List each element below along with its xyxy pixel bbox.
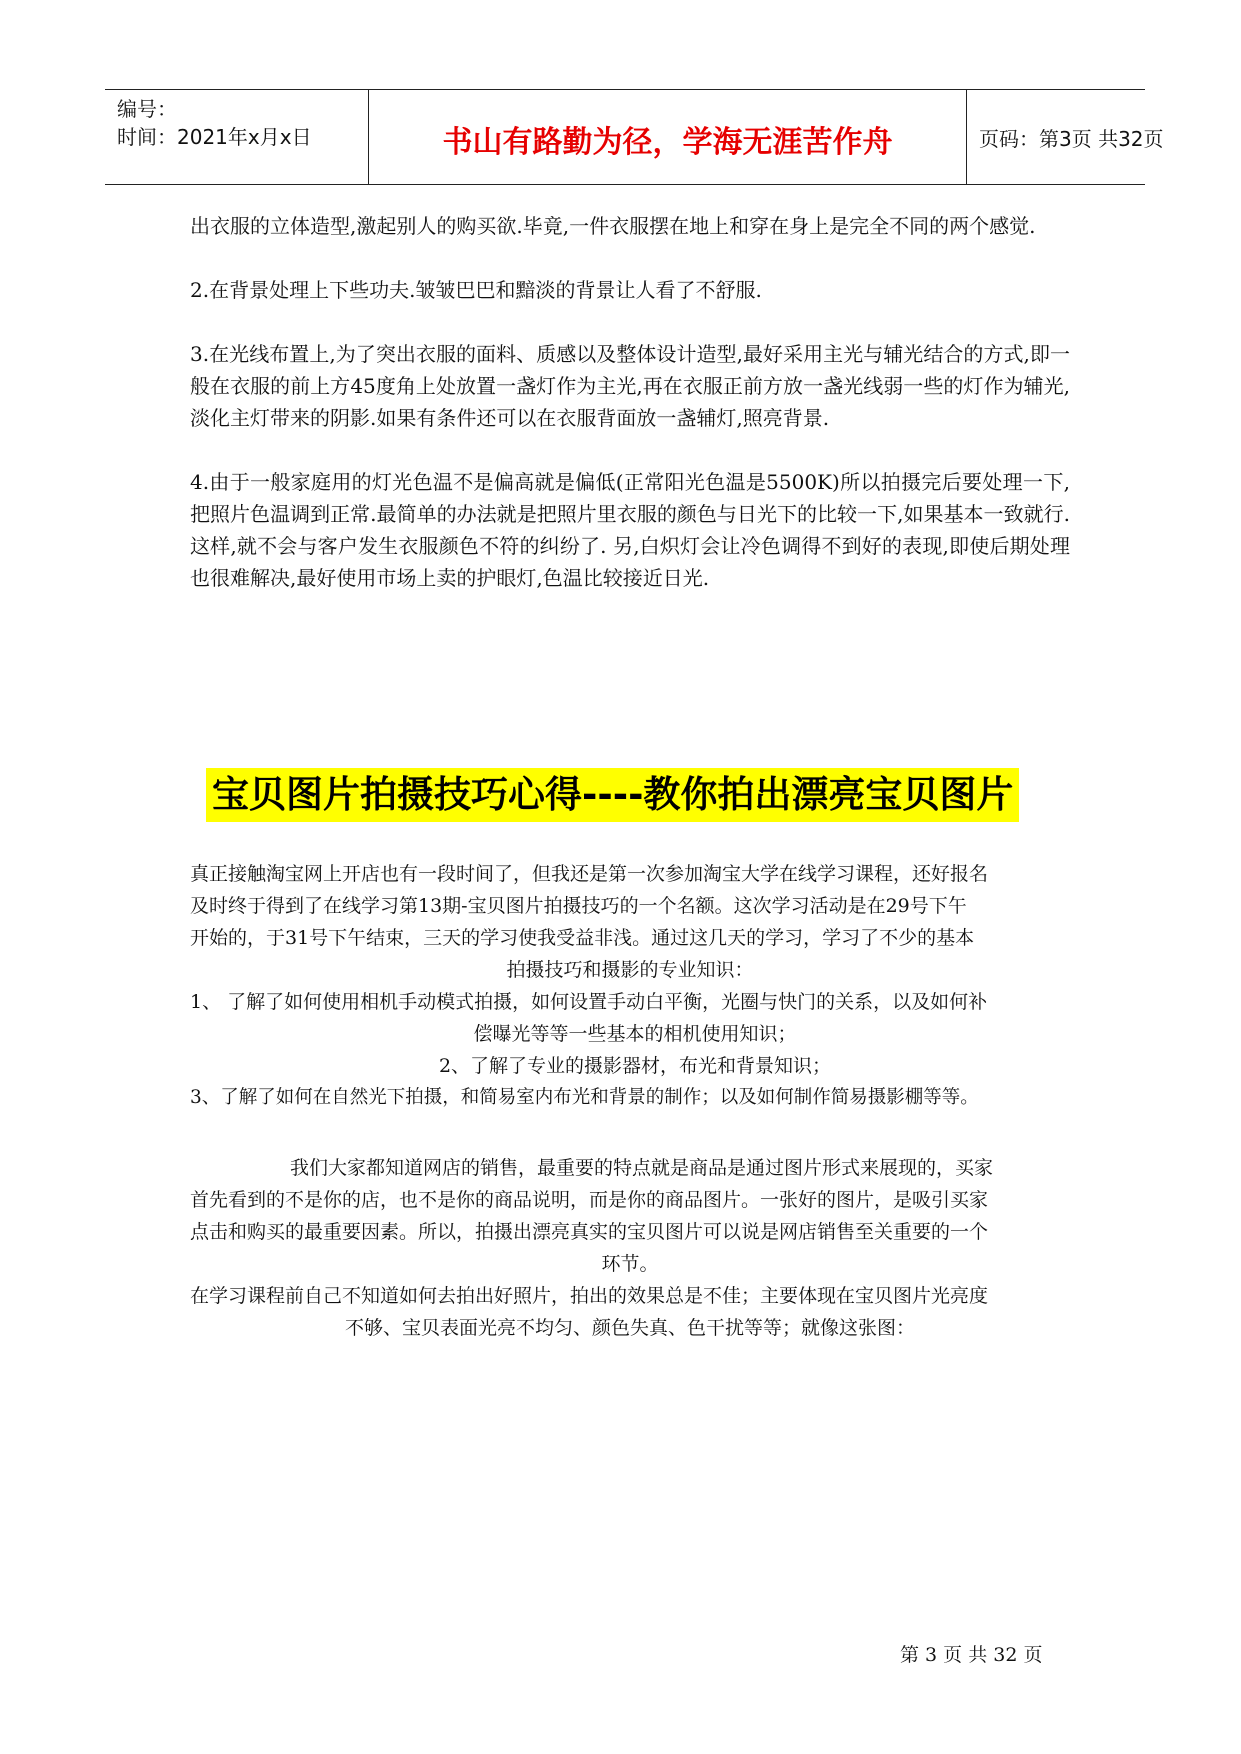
paragraph-4: 4.由于一般家庭用的灯光色温不是偏高就是偏低(正常阳光色温是5500K)所以拍摄完后要处理一下,把照片色温调到正常.最简单的办法就是把照片里衣服的颜色与日光下的比较一下,如果基本一致就行.这样,就不会与客户发生衣服颜色不符的纠纷了. 另,白炽灯会让冷色调得不到好的表现,即使后期处理也很难解决,最好使用市场上卖的护眼灯,色温比较接近日光. xyxy=(190,470,1070,590)
list-item-3: 3、了解了如何在自然光下拍摄，和简易室内布光和背景的制作；以及如何制作简易摄影棚等等。 xyxy=(190,1087,979,1108)
intro-line-3: 开始的，于31号下午结束，三天的学习使我受益非浅。通过这几天的学习，学习了不少的基本 xyxy=(190,927,975,949)
time-label: 时间：2021年x月x日 xyxy=(117,125,312,149)
paragraph-2: 2.在背景处理上下些功夫.皱皱巴巴和黯淡的背景让人看了不舒服. xyxy=(190,278,762,302)
sales-line-2: 首先看到的不是你的店，也不是你的商品说明，而是你的商品图片。一张好的图片，是吸引买家 xyxy=(190,1189,989,1211)
course-line-1: 在学习课程前自己不知道如何去拍出好照片，拍出的效果总是不佳；主要体现在宝贝图片光亮度 xyxy=(190,1285,989,1307)
page-label: 页码：第3页 共32页 xyxy=(979,127,1164,151)
paragraph-before-course xyxy=(190,1280,1070,1344)
sales-line-4: 环节。 xyxy=(601,1253,659,1275)
intro-line-1: 真正接触淘宝网上开店也有一段时间了，但我还是第一次参加淘宝大学在线学习课程，还好报名 xyxy=(190,863,989,885)
course-line-2: 不够、宝贝表面光亮不均匀、颜色失真、色干扰等等；就像这张图： xyxy=(344,1317,915,1339)
intro-section xyxy=(190,858,1070,986)
paragraph-sales xyxy=(190,1152,1070,1280)
sales-line-3: 点击和购买的最重要因素。所以，拍摄出漂亮真实的宝贝图片可以说是网店销售至关重要的一个 xyxy=(190,1221,989,1243)
page-footer: 第 3 页 共 32 页 xyxy=(900,1644,1043,1666)
sales-line-1: 我们大家都知道网店的销售，最重要的特点就是商品是通过图片形式来展现的，买家 xyxy=(290,1157,994,1179)
paragraph-3: 3.在光线布置上,为了突出衣服的面料、质感以及整体设计造型,最好采用主光与辅光结合的方式,即一般在衣服的前上方45度角上处放置一盏灯作为主光,再在衣服正前方放一盏光线弱一些的灯作为辅光,淡化主灯带来的阴影.如果有条件还可以在衣服背面放一盏辅灯,照亮背景. xyxy=(190,342,1070,430)
knowledge-list xyxy=(190,986,1080,1114)
number-label: 编号： xyxy=(117,97,177,121)
slogan: 书山有路勤为径，学海无涯苦作舟 xyxy=(442,125,893,160)
intro-line-2: 及时终于得到了在线学习第13期-宝贝图片拍摄技巧的一个名额。这次学习活动是在29号下午 xyxy=(190,895,967,917)
paragraph-1: 出衣服的立体造型,激起别人的购买欲.毕竟,一件衣服摆在地上和穿在身上是完全不同的两个感觉. xyxy=(190,214,1036,238)
list-item-1-line-1: 1、 了解了如何使用相机手动模式拍摄，如何设置手动白平衡，光圈与快门的关系，以及如何补 xyxy=(190,991,988,1013)
header-left-cell xyxy=(105,90,369,184)
intro-line-4: 拍摄技巧和摄影的专业知识： xyxy=(506,959,754,981)
page-header xyxy=(105,89,1164,185)
header-right-cell xyxy=(967,90,1164,184)
header-mid-cell xyxy=(369,90,967,184)
top-section xyxy=(190,210,1070,594)
section-title: 宝贝图片拍摄技巧心得----教你拍出漂亮宝贝图片 xyxy=(206,768,1019,822)
list-item-2: 2、了解了专业的摄影器材，布光和背景知识； xyxy=(438,1055,832,1077)
list-item-1-line-2: 偿曝光等等一些基本的相机使用知识； xyxy=(473,1023,797,1045)
